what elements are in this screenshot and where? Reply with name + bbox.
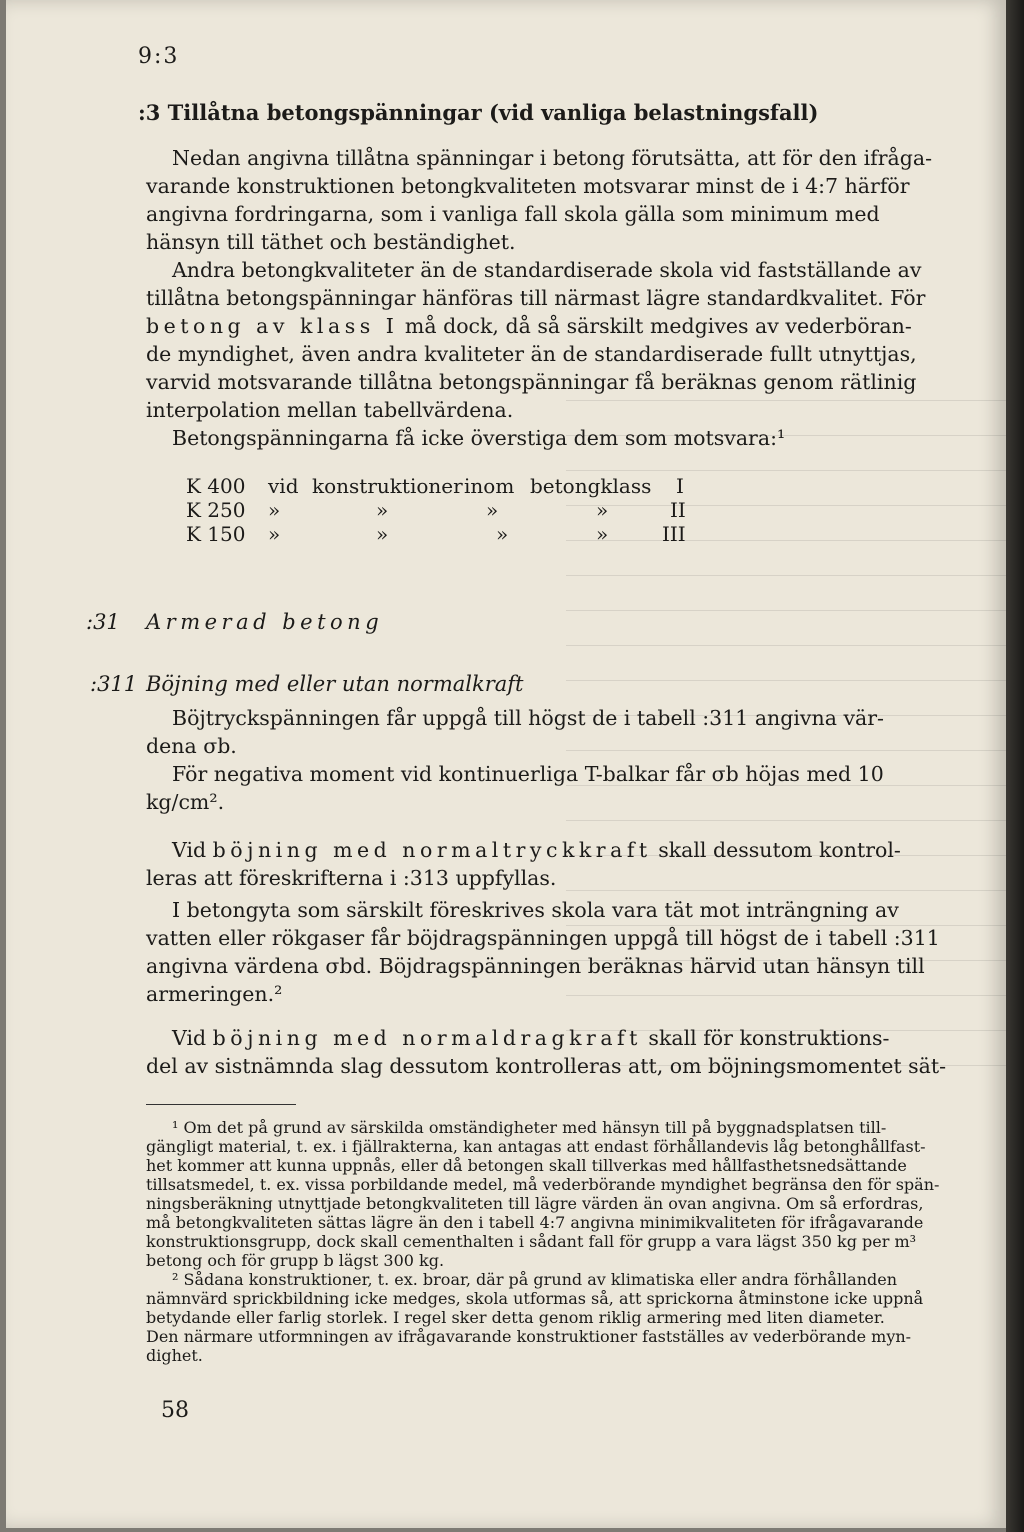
body-line: För negativa moment vid kontinuerliga T-balkar får σb höjas med 10 (172, 762, 884, 786)
section-title: :3 Tillåtna betongspänningar (vid vanliga belastningsfall) (138, 100, 819, 125)
body-line: armeringen.² (146, 982, 283, 1006)
intro-line: Betongspänningarna få icke överstiga dem som motsvara:¹ (172, 426, 786, 450)
intro-line: interpolation mellan tabellvärdena. (146, 398, 514, 422)
footnote-divider (146, 1104, 296, 1105)
body-line: del av sistnämnda slag dessutom kontrolleras att, om böjningsmomentet sät- (146, 1054, 947, 1078)
footnote-line: het kommer att kunna uppnås, eller då betongen skall tillverkas med hållfasthetsnedsättande (146, 1156, 907, 1175)
intro-line: de myndighet, även andra kvaliteter än de standardiserade fullt utnyttjas, (146, 342, 917, 366)
footnote-line: dighet. (146, 1346, 203, 1365)
book-spine-edge (1006, 0, 1024, 1532)
body-line: kg/cm². (146, 790, 225, 814)
body-line: angivna värdena σbd. Böjdragspänningen beräknas härvid utan hänsyn till (146, 954, 925, 978)
body-line: leras att föreskrifterna i :313 uppfyllas. (146, 866, 557, 890)
body-line: Vid böjning med normaldragkraft skall för konstruktions- (172, 1026, 890, 1050)
chapter-section-number: 9:3 (138, 44, 180, 69)
footnote-line: nämnvärd sprickbildning icke medges, skola utformas så, att sprickorna åtminstone icke uppnå (146, 1289, 924, 1308)
emphasis-text: betong av klass I (146, 314, 399, 338)
footnote-line: Den närmare utformningen av ifrågavarande konstruktioner fastställes av vederbörande myn- (146, 1327, 912, 1346)
footnote-line: betydande eller farlig storlek. I regel sker detta genom riklig armering med liten diameter. (146, 1308, 885, 1327)
intro-line: varvid motsvarande tillåtna betongspänningar få beräknas genom rätlinig (146, 370, 917, 394)
body-line: vatten eller rökgaser får böjdragspänningen uppgå till högst de i tabell :311 (146, 926, 940, 950)
subsection-number: :311 (90, 672, 138, 696)
emphasis-text: böjning med normaltryckkraft (212, 838, 652, 862)
footnote-line: gängligt material, t. ex. i fjällrakterna, kan antagas att endast förhållandevis låg betonghållfast- (146, 1137, 926, 1156)
subsection-number: :31 (86, 610, 120, 634)
footnote-line: ningsberäkning utnyttjade betongkvaliteten till lägre värden än ovan angivna. Om så erfordras, (146, 1194, 924, 1213)
intro-line: tillåtna betongspänningar hänföras till närmast lägre standardkvalitet. För (146, 286, 926, 310)
body-line: Vid böjning med normaltryckkraft skall dessutom kontrol- (172, 838, 901, 862)
body-line: I betongyta som särskilt föreskrives skola vara tät mot inträngning av (172, 898, 899, 922)
page-number: 58 (161, 1398, 189, 1423)
subsection-title: Armerad betong (146, 610, 384, 634)
subsection-title: Böjning med eller utan normalkraft (146, 672, 524, 696)
intro-line: angivna fordringarna, som i vanliga fall skola gälla som minimum med (146, 202, 880, 226)
footnote-line: betong och för grupp b lägst 300 kg. (146, 1251, 445, 1270)
footnote-line: ² Sådana konstruktioner, t. ex. broar, där på grund av klimatiska eller andra förhållanden (172, 1270, 898, 1289)
emphasis-text: böjning med normaldragkraft (212, 1026, 642, 1050)
intro-line: varande konstruktionen betongkvaliteten motsvarar minst de i 4:7 härför (146, 174, 910, 198)
intro-line: Nedan angivna tillåtna spänningar i betong förutsätta, att för den ifråga- (172, 146, 933, 170)
intro-line: hänsyn till täthet och beständighet. (146, 230, 516, 254)
book-page: 9:3 :3 Tillåtna betongspänningar (vid vanliga belastningsfall) Nedan angivna tillåtna spänningar i betong förutsätta, att för den ifråga- varande konstruktionen betongkvaliteten motsvarar minst de i 4:7 härför angivna fordringarna, som i vanliga fall skola gälla som minimum med hänsyn till täthet och beständighet. Andra betongkvaliteter än de standardiserade skola vid fastställande av tillåtna betongspänningar hänföras till närmast lägre standardkvalitet. För betong av klass I må dock, då så särskilt medgives av vederböran- de myndighet, även andra kvaliteter än de standardiserade fullt utnyttjas, varvid motsvarande tillåtna betongspänningar få beräknas genom rätlinig interpolation mellan tabellvärdena. Betongspänningarna få icke överstiga dem som motsvara:¹ K 400 vid konstruktioner inom betongklass I K 250 » » » » II K 150 » » » » III :31 Armerad betong :311 Böjning med eller utan normalkraft Böjtryckspänningen får uppgå till högst de i tabell :311 angivna vär- dena σb. För negativa moment vid kontinuerliga T-balkar får σb höjas med 10 kg/cm². Vid böjning med normaltryckkraft skall dessutom kontrol- leras att föreskrifterna i :313 uppfyllas. I betongyta som särskilt föreskrives skola vara tät mot inträngning av vatten eller rökgaser får böjdragspänningen uppgå till högst de i tabell :311 angivna värdena σbd. Böjdragspänningen beräknas härvid utan hänsyn till armeringen.² Vid böjning med normaldragkraft skall för konstruktions- del av sistnämnda slag dessutom kontrolleras att, om böjningsmomentet sät- ¹ Om det på grund av särskilda omständigheter med hänsyn till på byggnadsplatsen till- gängligt material, t. ex. i fjällrakterna, kan antagas att endast förhållandevis låg betonghållfast- het kommer att kunna uppnås, eller då betongen skall tillverkas med hållfasthetsnedsättande tillsatsmedel, t. ex. vissa porbildande medel, må vederbörande myndighet begränsa den för spän- ningsberäkning utnyttjade betongkvaliteten till lägre värden än ovan angivna. Om så erfordras, må betongkvaliteten sättas lägre än den i tabell 4:7 angivna minimikvaliteten för ifrågavarande konstruktionsgrupp, dock skall cementhalten i sådant fall för grupp a vara lägst 350 kg per m³ betong och för grupp b lägst 300 kg. ² Sådana konstruktioner, t. ex. broar, där på grund av klimatiska eller andra förhållanden nämnvärd sprickbildning icke medges, skola utformas så, att sprickorna åtminstone icke uppnå betydande eller farlig storlek. I regel sker detta genom riklig armering med liten diameter. Den närmare utformningen av ifrågavarande konstruktioner fastställes av vederbörande myn- dighet. 58 (6, 0, 1006, 1528)
footnote-line: tillsatsmedel, t. ex. vissa porbildande medel, må vederbörande myndighet begränsa den för spän- (146, 1175, 940, 1194)
body-line: Böjtryckspänningen får uppgå till högst de i tabell :311 angivna vär- (172, 706, 884, 730)
footnote-line: må betongkvaliteten sättas lägre än den i tabell 4:7 angivna minimikvaliteten för ifrågavarande (146, 1213, 924, 1232)
footnote-line: konstruktionsgrupp, dock skall cementhalten i sådant fall för grupp a vara lägst 350 kg per m³ (146, 1232, 917, 1251)
intro-line: betong av klass I må dock, då så särskilt medgives av vederböran- (146, 314, 912, 338)
footnote-line: ¹ Om det på grund av särskilda omständigheter med hänsyn till på byggnadsplatsen till- (172, 1118, 887, 1137)
intro-line: Andra betongkvaliteter än de standardiserade skola vid fastställande av (172, 258, 922, 282)
body-line: dena σb. (146, 734, 237, 758)
